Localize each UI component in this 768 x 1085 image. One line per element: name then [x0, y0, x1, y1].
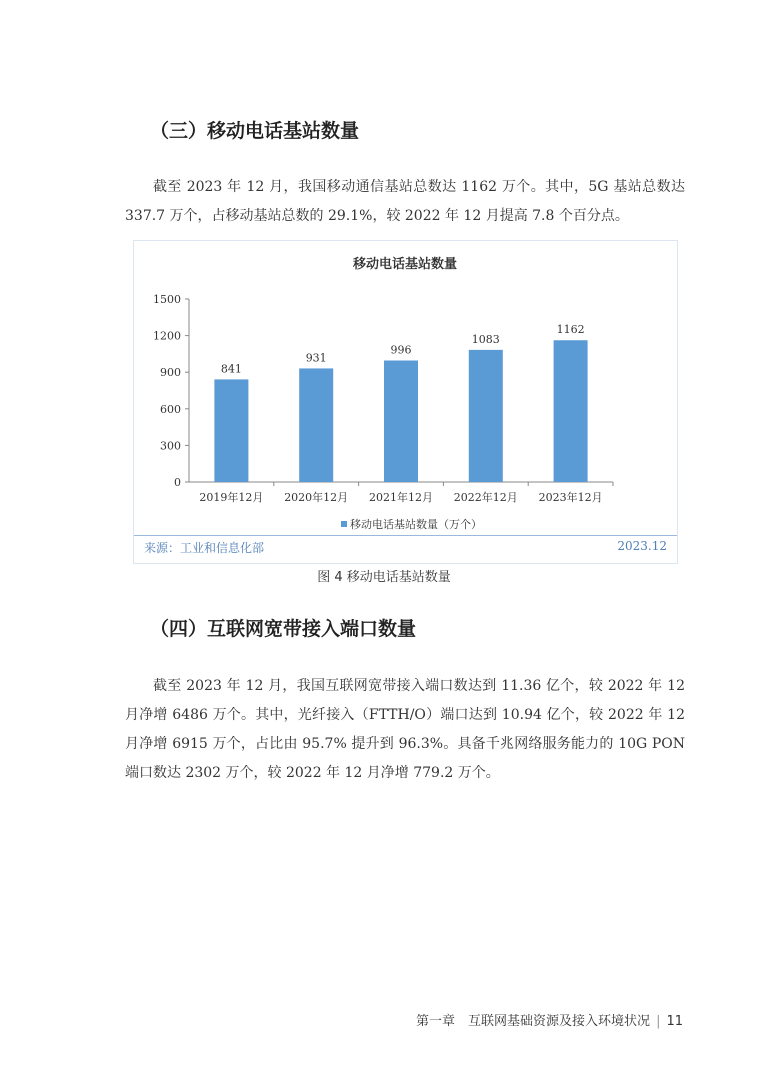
bar: [299, 368, 333, 482]
y-tick-label: 900: [160, 366, 181, 380]
section-heading-3: （三）移动电话基站数量: [150, 120, 360, 142]
paragraph-base-stations: 截至 2023 年 12 月，我国移动通信基站总数达 1162 万个。其中，5G 基站总数达 337.7 万个，占移动基站总数的 29.1%，较 2022 年 12 月提高 7.8 个百分点。: [125, 179, 685, 224]
x-tick-label: 2021年12月: [369, 491, 433, 504]
chart-title: 移动电话基站数量: [352, 257, 458, 272]
y-tick-label: 1500: [153, 293, 181, 306]
y-tick-label: 1200: [153, 329, 181, 343]
data-label: 841: [220, 362, 242, 376]
x-tick-label: 2022年12月: [453, 491, 518, 504]
x-tick-label: 2020年12月: [284, 491, 349, 504]
chart-source: 来源：工业和信息化部: [144, 541, 265, 555]
y-tick-label: 300: [160, 439, 181, 453]
data-label: 1162: [556, 323, 585, 337]
chart-figure: [133, 240, 678, 564]
bar: [554, 340, 588, 482]
legend-swatch: [341, 521, 347, 527]
x-tick-label: 2019年12月: [199, 491, 264, 504]
x-tick-label: 2023年12月: [538, 491, 603, 504]
section-heading-4: （四）互联网宽带接入端口数量: [150, 618, 417, 640]
paragraph-broadband-ports: 截至 2023 年 12 月，我国互联网宽带接入端口数达到 11.36 亿个，较 2022 年 12 月净增 6486 万个。其中，光纤接入（FTTH/O）端口达到 10.94 亿个，较 2022 年 12 月净增 6915 万个，占比由 95.7% 提升到 96.3%。具备千兆网络服务能力的 10G PON 端口数达 2302 万个，较 2022 年 12 月净增 779.2 万个。: [125, 678, 685, 781]
page-footer: 第一章 互联网基础资源及接入环境状况 | 11: [416, 1014, 683, 1029]
data-label: 996: [390, 343, 412, 357]
data-label: 1083: [471, 332, 500, 346]
legend-label: 移动电话基站数量（万个）: [350, 518, 482, 531]
bar: [384, 360, 418, 482]
bar: [214, 379, 248, 482]
y-tick-label: 0: [174, 476, 181, 489]
source-divider: [134, 535, 677, 536]
figure-caption: 图 4 移动电话基站数量: [317, 570, 451, 585]
bar-chart: [134, 241, 677, 563]
page-number: 11: [666, 1014, 683, 1029]
y-tick-label: 600: [160, 402, 181, 416]
chart-date: 2023.12: [617, 539, 667, 553]
data-label: 931: [305, 351, 327, 365]
bar: [469, 350, 503, 482]
footer-chapter: 第一章 互联网基础资源及接入环境状况: [416, 1014, 651, 1029]
